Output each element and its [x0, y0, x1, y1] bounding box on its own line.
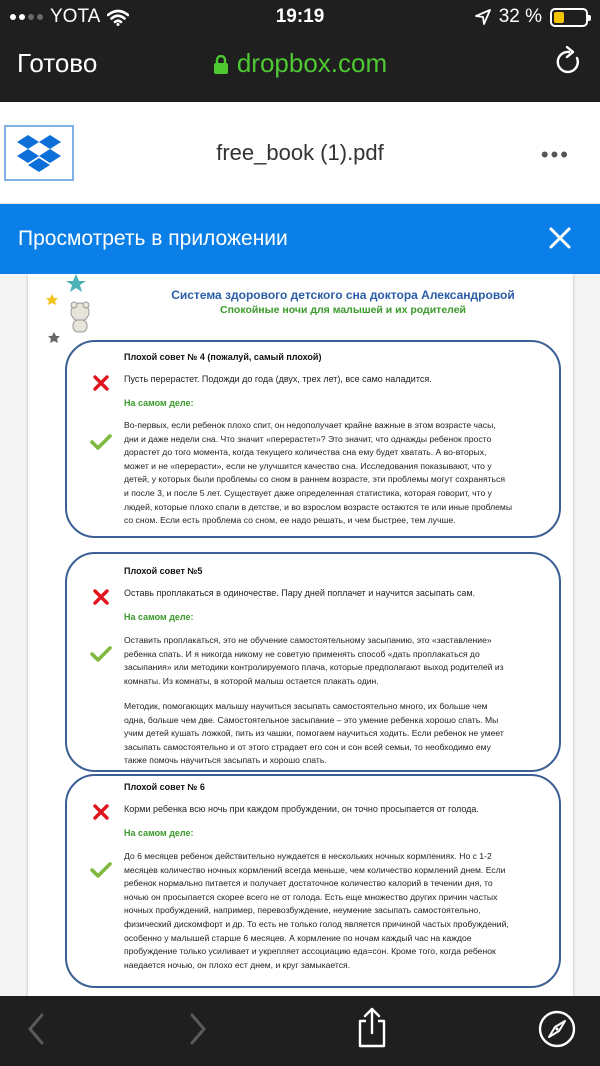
browser-nav [0, 40, 600, 90]
battery-percent: 32 % [498, 6, 542, 27]
advice-body-2 [124, 700, 550, 768]
body-line: месяцев количество ночных кормлений всегда меньше, чем количество кормлений днем. Если [124, 864, 506, 875]
x-icon [93, 589, 109, 605]
body-line: засыпать самостоятельно и от этого страдает его сон и сон всей семьи, то необходимо ему [124, 741, 491, 752]
close-icon[interactable] [548, 226, 572, 250]
done-button[interactable]: Готово [17, 48, 98, 78]
body-line: ребенка спать. И я никогда никому не советую применять способ «дать проплакаться до [124, 648, 480, 659]
advice-heading: Плохой совет № 4 (пожалуй, самый плохой) [124, 352, 322, 362]
body-line: ночных пробуждений, например, перевозбуждение, неумение засыпать самостоятельно, [124, 905, 481, 916]
browser-header [0, 0, 600, 102]
url-bar[interactable] [0, 48, 600, 79]
status-bar [0, 0, 600, 34]
body-line: Во-первых, если ребенок плохо спит, он недополучает крайне важные в этом возрасте часы, [124, 420, 496, 430]
body-line: особенно у малышей старше 6 месяцев. А кормление по ночам каждый час на каждое [124, 932, 472, 943]
file-title: free_book (1).pdf [216, 140, 384, 165]
forward-icon[interactable] [188, 1012, 208, 1046]
advice-body [124, 419, 550, 528]
body-line: одна, больше чем две. Самостоятельное засыпание – это умение ребенка хорошо спать. Мы [124, 714, 499, 725]
advice-card [65, 340, 561, 538]
advice-card [65, 774, 561, 988]
bad-advice: Оставь проплакаться в одиночестве. Пару дней поплачет и научится засыпать сам. [124, 588, 476, 598]
body-line: засыпания» или методики контролируемого плача, которые предполагают выход родителей из [124, 662, 504, 673]
body-line: комнаты. Из комнаты, в которой малыш остается плакать один. [124, 675, 379, 686]
body-line: людей, которые плохо спали в детстве, и во взрослом возрасте остаются те или иные проблемы [124, 501, 513, 512]
battery-level [554, 12, 564, 23]
body-line: и после 3, и после 5 лет. Существует даже определенная статистика, которая говорит, что у [124, 487, 492, 498]
check-icon [90, 646, 112, 662]
reload-icon[interactable] [555, 46, 583, 76]
lock-icon [213, 55, 229, 75]
body-line: учим детей кушать ложкой, пить из чашки, помогаем научиться ходить. Если ребенок не умеет [124, 728, 504, 739]
body-line: ребенок нормально питается и получает достаточное количество калорий в течении дня, то [124, 878, 493, 889]
open-in-app-link[interactable]: Просмотреть в приложении [18, 227, 288, 250]
body-line: может и не «перерасти», если не улучшится качество сна. Исследования показывают, что у [124, 460, 492, 471]
body-line: физический дискомфорт и др. То есть не только голод является причиной частых пробуждений, [124, 918, 509, 929]
body-line: До 6 месяцев ребенок действительно нуждается в нескольких ночных кормлениях. Но с 1-2 [124, 851, 492, 861]
bottom-toolbar [0, 996, 600, 1066]
moon-bear-icon [38, 274, 118, 349]
bad-advice: Пусть перерастет. Подожди до года (двух, трех лет), все само наладится. [124, 374, 432, 384]
advice-heading: Плохой совет № 6 [124, 782, 205, 792]
document-title: Система здорового детского сна доктора Александровой [171, 288, 515, 302]
check-icon [90, 434, 112, 450]
body-line: дни и даже недели сна. Что значит «перерастет»? Это значит, что однажды ребенок просто [124, 433, 492, 444]
body-line: Оставить проплакаться, это не обучение самостоятельному засыпанию, это «заставление» [124, 635, 492, 645]
document-subtitle: Спокойные ночи для малышей и их родителей [219, 304, 466, 316]
body-line: со сном. Если есть проблема со сном, ее надо решать, и чем быстрее, тем лучше. [124, 515, 456, 526]
body-line: Методик, помогающих малышу научиться засыпать самостоятельно много, их больше чем [124, 701, 488, 711]
bad-advice: Корми ребенка всю ночь при каждом пробуждении, он точно просыпается от голода. [124, 804, 479, 814]
back-icon[interactable] [26, 1012, 46, 1046]
body-line: также помочь научиться засыпать и хорошо спать. [124, 755, 327, 766]
advice-card [65, 552, 561, 772]
x-icon [93, 375, 109, 391]
body-line: детей, у которых были проблемы со сном в раннем возрасте, эти проблемы могут сохраняться [124, 474, 505, 485]
carrier-name: YOTA [50, 6, 101, 27]
actual-label: На самом деле: [124, 398, 194, 408]
check-icon [90, 862, 112, 878]
dropbox-header [0, 102, 600, 204]
actual-label: На самом деле: [124, 828, 194, 838]
battery-icon [550, 8, 588, 27]
location-icon [475, 9, 491, 25]
advice-body [124, 634, 550, 688]
pdf-viewer[interactable] [0, 274, 600, 996]
body-line: наедается ночью, он плохо ест днем, и круг замыкается. [124, 959, 351, 970]
more-options-button[interactable]: ••• [540, 142, 570, 167]
body-line: дорастет до того момента, когда текущего количества сна ему будет хватать. А во-вторых, [124, 447, 487, 458]
share-icon[interactable] [357, 1006, 387, 1048]
url-text: dropbox.com [236, 48, 388, 78]
body-line: ночью он просыпается скорее всего не от голода. Есть еще множество других причин частых [124, 891, 498, 902]
advice-heading: Плохой совет №5 [124, 566, 203, 576]
pdf-page [28, 274, 573, 996]
advice-body [124, 850, 550, 972]
x-icon [93, 804, 109, 820]
compass-icon[interactable] [538, 1010, 576, 1048]
status-right [475, 6, 588, 28]
open-in-app-banner [0, 204, 600, 274]
actual-label: На самом деле: [124, 612, 194, 622]
body-line: пробуждение только усиливает и укрепляет ассоциацию еда=сон. Кроме того, когда ребенок [124, 946, 496, 957]
clock: 19:19 [275, 6, 325, 27]
